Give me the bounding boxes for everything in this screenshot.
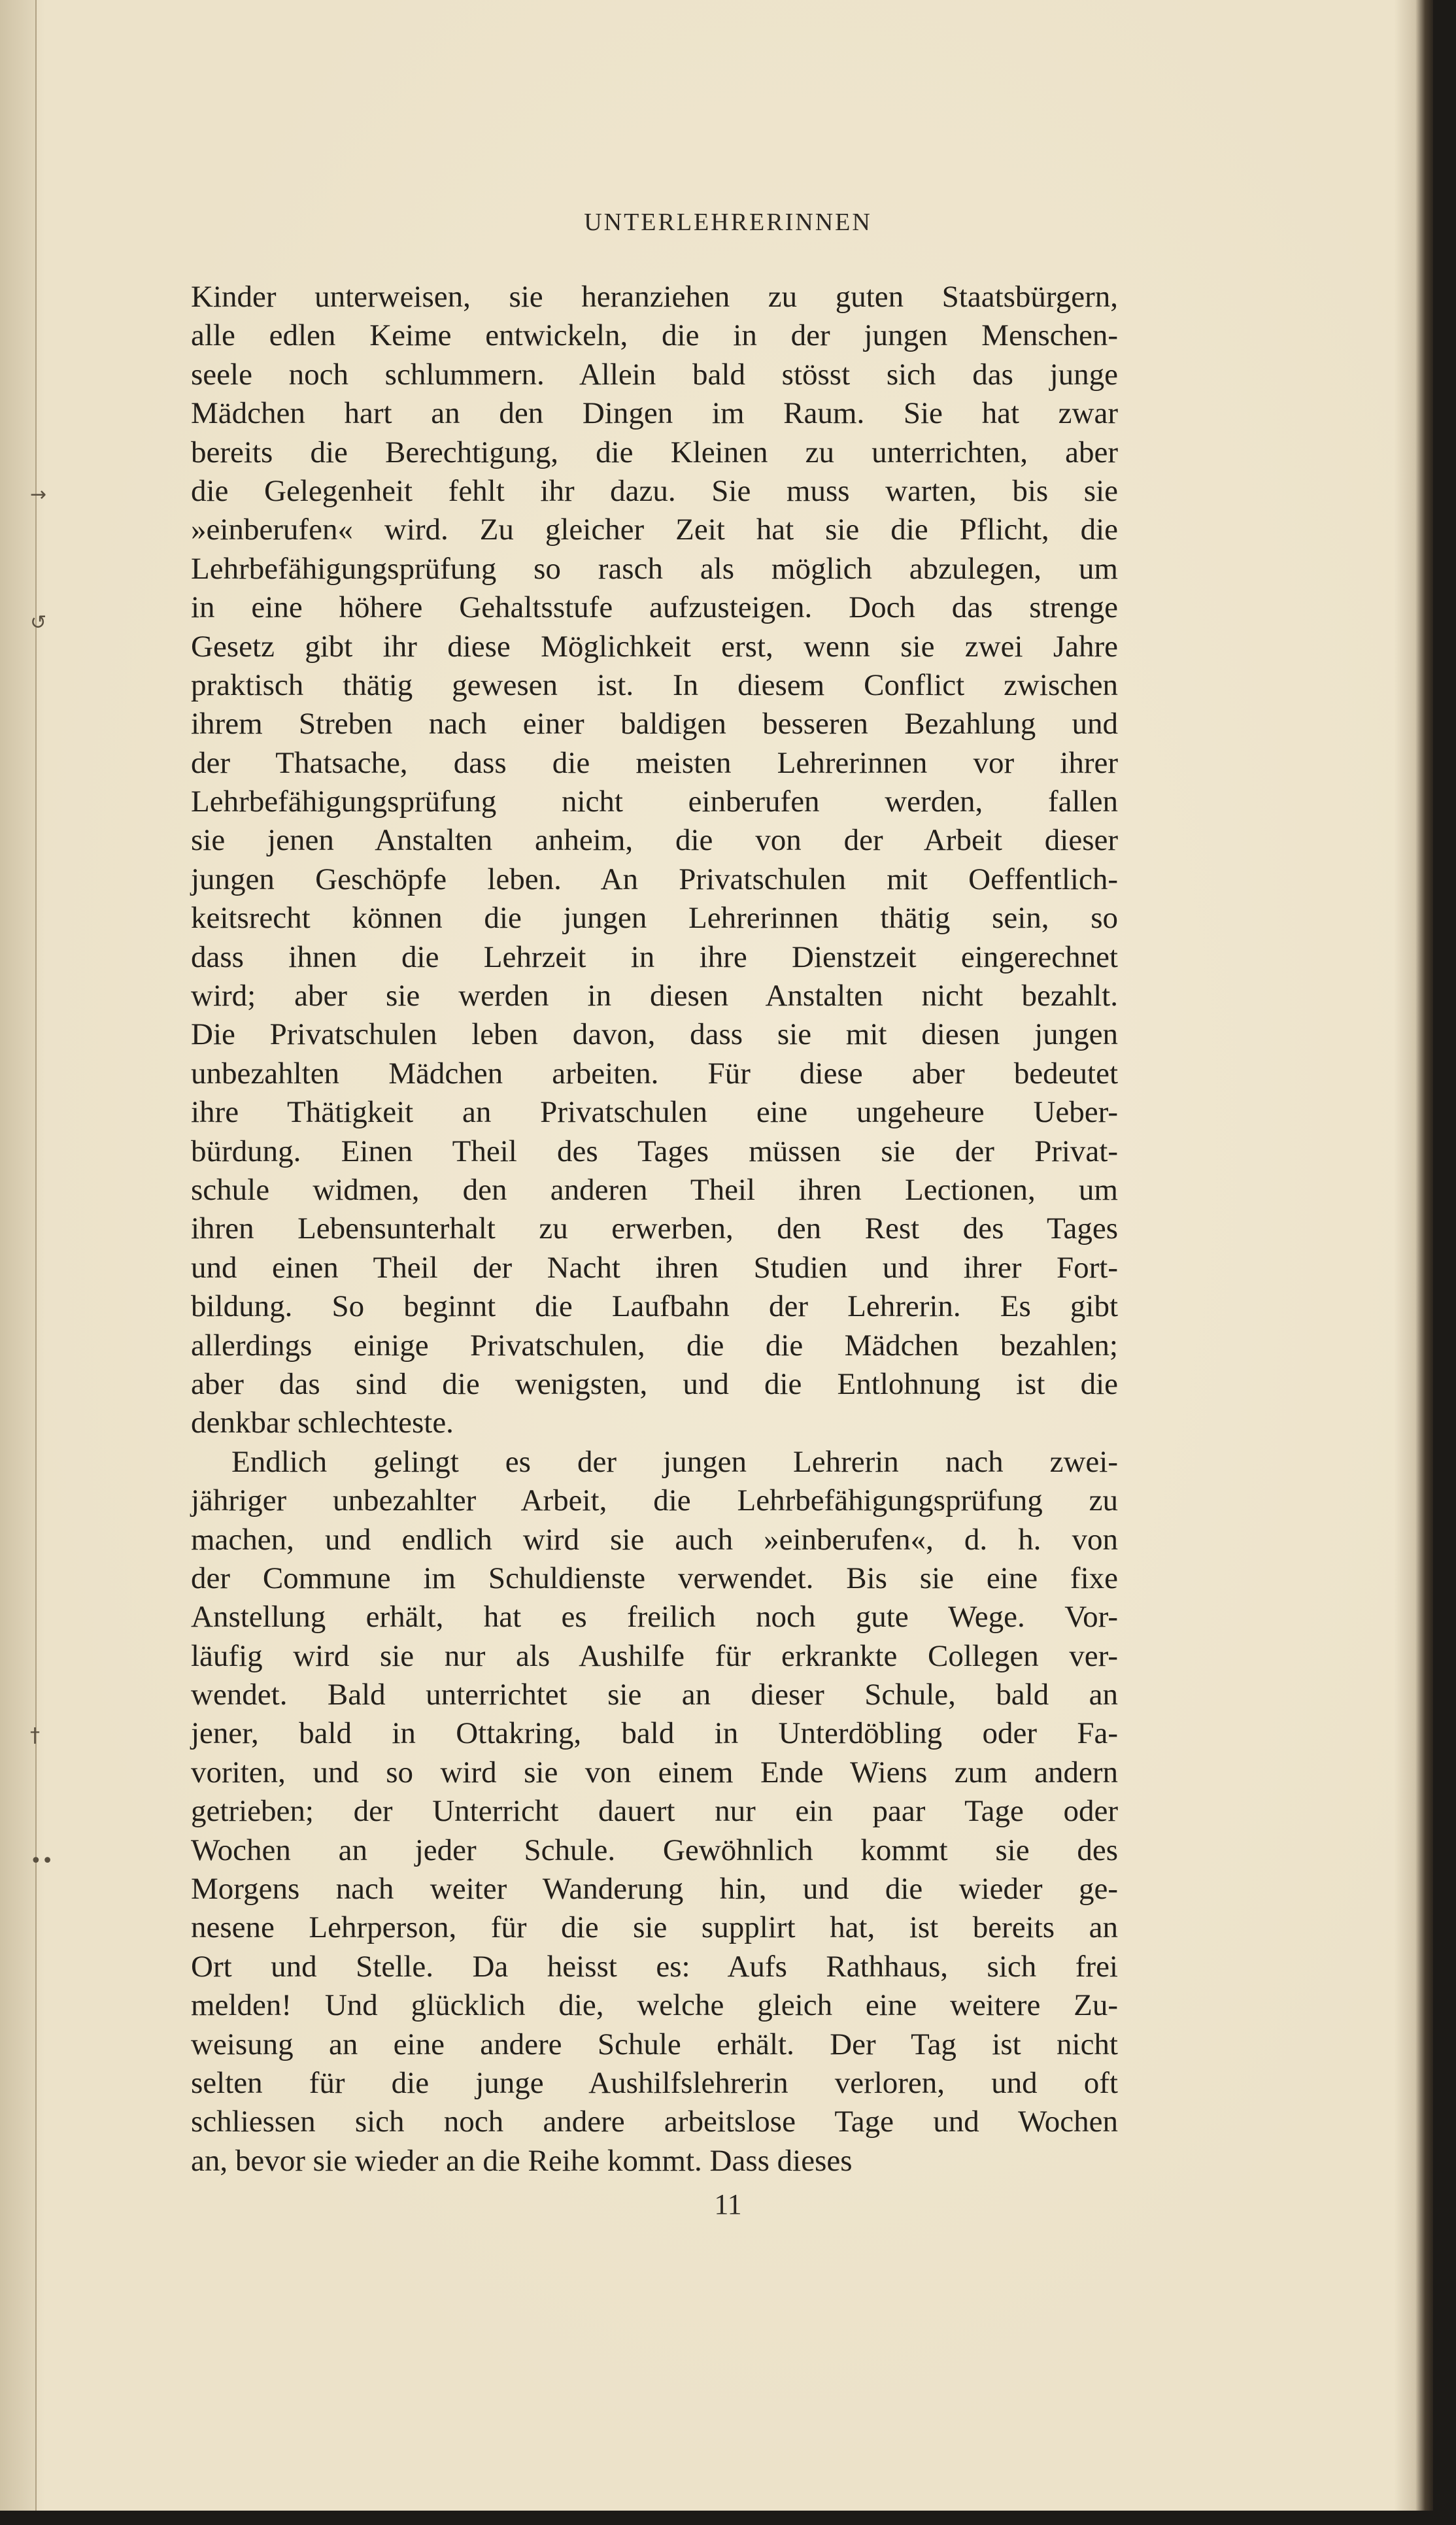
text-line: an, bevor sie wieder an die Reihe kommt. Dass dieses <box>191 2143 853 2178</box>
text-line: jungen Geschöpfe leben. An Privatschulen mit Oeffentlich- <box>191 862 1118 896</box>
margin-mark-arrow: → <box>30 483 47 506</box>
text-line: Die Privatschulen leben davon, dass sie mit diesen jungen <box>191 1017 1118 1052</box>
text-line: Morgens nach weiter Wanderung hin, und die wieder ge- <box>191 1872 1118 1906</box>
text-line: wird; aber sie werden in diesen Anstalten nicht bezahlt. <box>191 979 1118 1013</box>
text-line: getrieben; der Unterricht dauert nur ein paar Tage oder <box>191 1794 1118 1829</box>
text-line: Lehrbefähigungsprüfung nicht einberufen werden, fallen <box>191 785 1118 819</box>
text-line: seele noch schlummern. Allein bald stösst sich das junge <box>191 357 1118 392</box>
text-line: Mädchen hart an den Dingen im Raum. Sie hat zwar <box>191 396 1118 431</box>
text-line: weisung an eine andere Schule erhält. Der Tag ist nicht <box>191 2027 1118 2061</box>
text-line: denkbar schlechteste. <box>191 1406 454 1440</box>
text-line: Wochen an jeder Schule. Gewöhnlich kommt sie des <box>191 1833 1118 1867</box>
text-line: praktisch thätig gewesen ist. In diesem Conflict zwischen <box>191 668 1118 702</box>
text-line: schliessen sich noch andere arbeitslose Tage und Wochen <box>191 2105 1118 2139</box>
text-line: voriten, und so wird sie von einem Ende Wiens zum andern <box>191 1755 1118 1789</box>
text-line: die Gelegenheit fehlt ihr dazu. Sie muss warten, bis sie <box>191 473 1118 508</box>
text-line: bereits die Berechtigung, die Kleinen zu unterrichten, aber <box>191 435 1118 469</box>
text-line: Kinder unterweisen, sie heranziehen zu guten Staatsbürgern, <box>191 280 1118 314</box>
text-line: keitsrecht können die jungen Lehrerinnen thätig sein, so <box>191 901 1118 936</box>
text-line: selten für die junge Aushilfslehrerin verloren, und oft <box>191 2065 1118 2100</box>
text-line: machen, und endlich wird sie auch »einberufen«, d. h. von <box>191 1522 1118 1557</box>
text-line: wendet. Bald unterrichtet sie an dieser Schule, bald an <box>191 1678 1118 1712</box>
text-line: allerdings einige Privatschulen, die die Mädchen bezahlen; <box>191 1328 1118 1363</box>
running-head: UNTERLEHRERINNEN <box>584 209 872 236</box>
text-line: der Commune im Schuldienste verwendet. Bis sie eine fixe <box>191 1561 1118 1595</box>
text-line: ihrem Streben nach einer baldigen besseren Bezahlung und <box>191 707 1118 741</box>
text-line: jähriger unbezahlter Arbeit, die Lehrbefähigungsprüfung zu <box>191 1483 1118 1518</box>
page-number: 11 <box>714 2188 742 2220</box>
text-line: aber das sind die wenigsten, und die Entlohnung ist die <box>191 1366 1118 1401</box>
text-line: bürdung. Einen Theil des Tages müssen sie der Privat- <box>191 1134 1118 1168</box>
text-line: bildung. So beginnt die Laufbahn der Lehrerin. Es gibt <box>191 1289 1118 1324</box>
text-line: jener, bald in Ottakring, bald in Unterdöbling oder Fa- <box>191 1716 1118 1751</box>
text-line: dass ihnen die Lehrzeit in ihre Dienstzeit eingerechnet <box>191 940 1118 974</box>
text-line: Gesetz gibt ihr diese Möglichkeit erst, wenn sie zwei Jahre <box>191 629 1118 664</box>
margin-mark-dots: •• <box>30 1850 54 1873</box>
text-line: ihre Thätigkeit an Privatschulen eine ungeheure Ueber- <box>191 1095 1118 1130</box>
text-line: schule widmen, den anderen Theil ihren Lectionen, um <box>191 1172 1118 1207</box>
text-line: läufig wird sie nur als Aushilfe für erkrankte Collegen ver- <box>191 1638 1118 1673</box>
text-line: Lehrbefähigungsprüfung so rasch als möglich abzulegen, um <box>191 551 1118 586</box>
text-line: melden! Und glücklich die, welche gleich eine weitere Zu- <box>191 1988 1118 2023</box>
text-line: der Thatsache, dass die meisten Lehrerinnen vor ihrer <box>191 745 1118 780</box>
text-line: Ort und Stelle. Da heisst es: Aufs Rathhaus, sich frei <box>191 1949 1118 1984</box>
margin-mark-curl: ↺ <box>30 611 47 634</box>
page-gutter <box>0 0 37 2511</box>
body-text <box>191 278 1118 2180</box>
text-line: unbezahlten Mädchen arbeiten. Für diese aber bedeutet <box>191 1056 1118 1091</box>
text-line: alle edlen Keime entwickeln, die in der jungen Menschen- <box>191 318 1118 353</box>
text-line: Endlich gelingt es der jungen Lehrerin nach zwei- <box>231 1444 1118 1479</box>
page-edge-shadow <box>1394 0 1433 2511</box>
text-line: in eine höhere Gehaltsstufe aufzusteigen. Doch das strenge <box>191 590 1118 625</box>
text-line: sie jenen Anstalten anheim, die von der Arbeit dieser <box>191 823 1118 858</box>
text-line: Anstellung erhält, hat es freilich noch gute Wege. Vor- <box>191 1600 1118 1635</box>
text-line: nesene Lehrperson, für die sie supplirt hat, ist bereits an <box>191 1910 1118 1945</box>
text-line: »einberufen« wird. Zu gleicher Zeit hat sie die Pflicht, die <box>191 513 1118 547</box>
margin-mark-dagger: † <box>30 1724 40 1747</box>
text-line: ihren Lebensunterhalt zu erwerben, den Rest des Tages <box>191 1212 1118 1246</box>
text-line: und einen Theil der Nacht ihren Studien und ihrer Fort- <box>191 1250 1118 1285</box>
